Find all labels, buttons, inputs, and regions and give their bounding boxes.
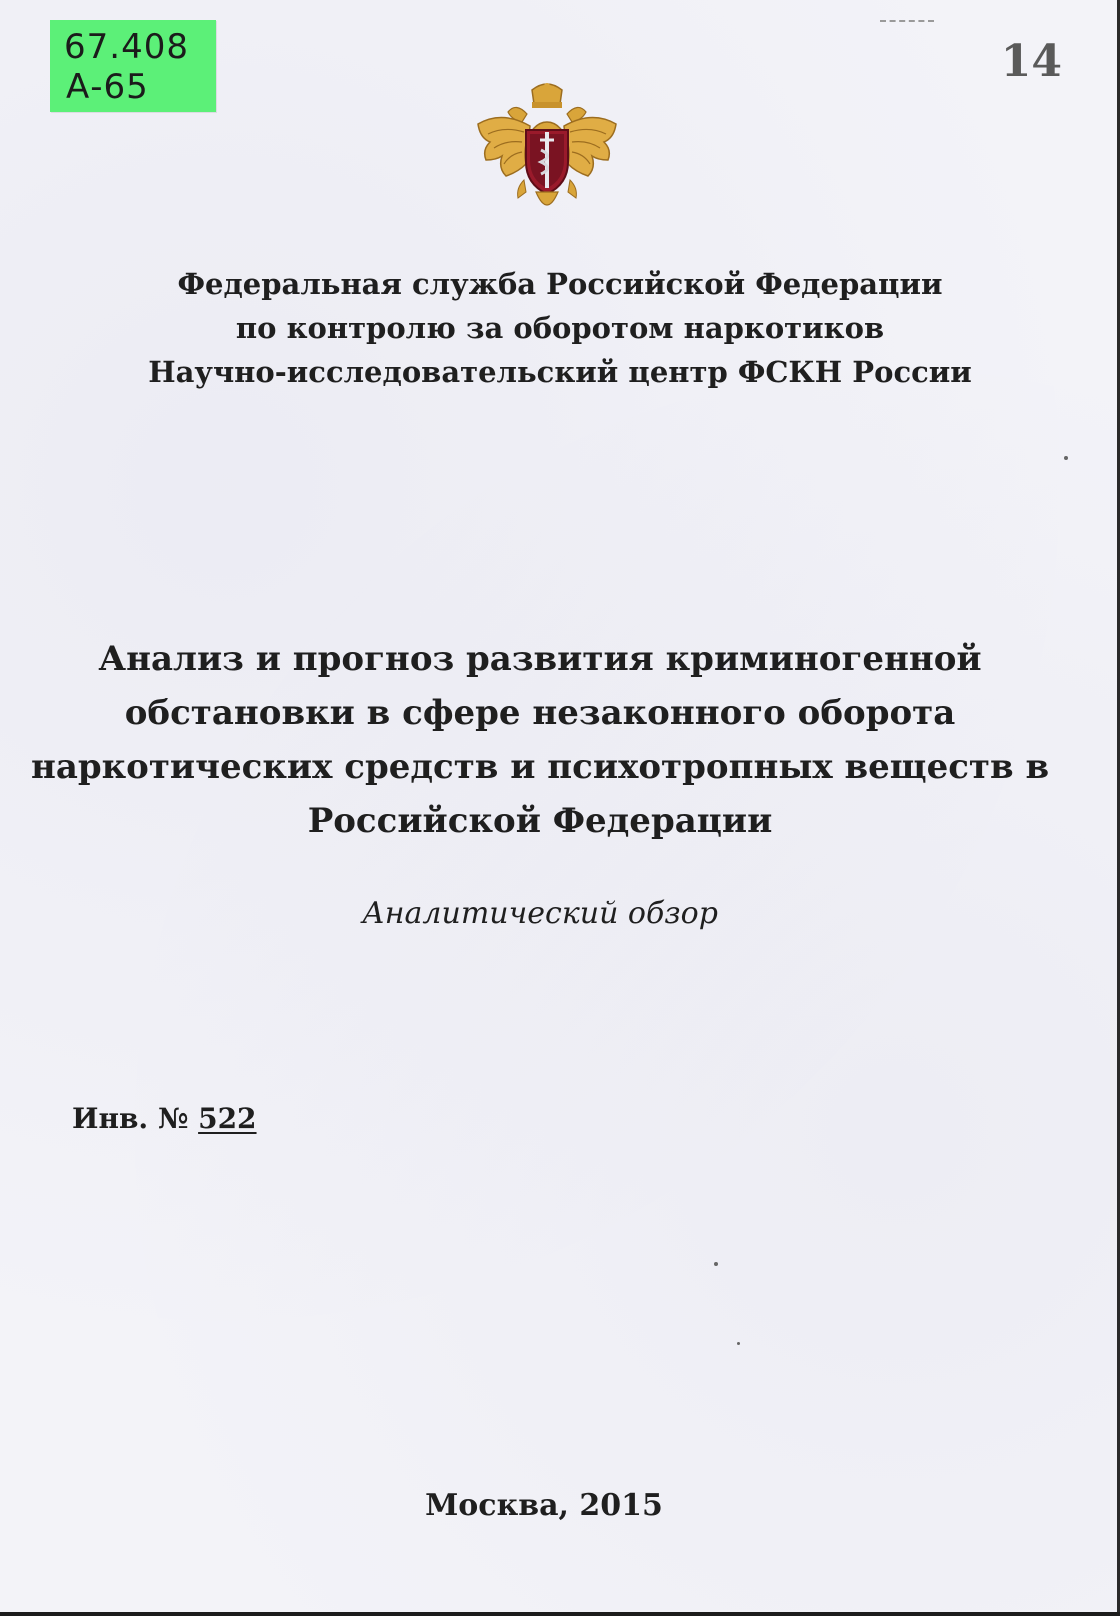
place-and-year: Москва, 2015 — [425, 1488, 663, 1523]
title-line-3: наркотических средств и психотропных веществ в — [30, 747, 1050, 787]
paper-speck — [737, 1342, 740, 1345]
inventory-number — [72, 1102, 257, 1135]
organization-line-3: Научно-исследовательский центр ФСКН России — [148, 355, 972, 389]
title-line-1: Анализ и прогноз развития криминогенной — [98, 639, 982, 679]
document-title — [0, 632, 1080, 848]
library-code-sticker — [50, 20, 216, 112]
organization-block — [0, 262, 1120, 394]
inventory-label: Инв. № — [72, 1102, 189, 1135]
stamp-dash-mark — [880, 20, 934, 24]
page-number: 14 — [1000, 36, 1062, 87]
title-line-4: Российской Федерации — [307, 801, 773, 841]
library-code-line-1: 67.408 — [64, 27, 189, 67]
double-headed-eagle-emblem-icon — [472, 80, 622, 230]
library-code-line-2: А-65 — [66, 67, 149, 107]
organization-line-1: Федеральная служба Российской Федерации — [177, 267, 943, 301]
organization-line-2: по контролю за оборотом наркотиков — [235, 311, 885, 345]
page-edge-bottom — [0, 1612, 1120, 1616]
document-subtitle: Аналитический обзор — [362, 896, 718, 931]
title-line-2: обстановки в сфере незаконного оборота — [124, 693, 956, 733]
paper-speck — [714, 1262, 718, 1266]
inventory-value: 522 — [198, 1102, 257, 1135]
paper-speck — [1064, 456, 1068, 460]
